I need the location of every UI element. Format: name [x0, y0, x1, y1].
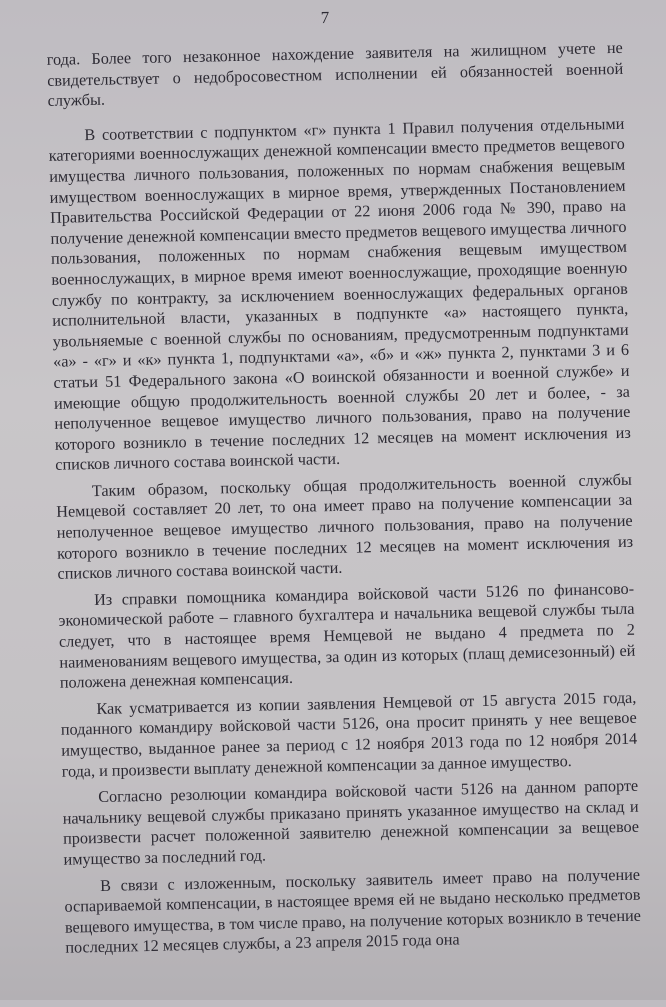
paragraph-6: Согласно резолюции командира войсковой части 5126 на данном рапорте начальнику вещевой службы приказано принять указанное имущество на склад и произвести расчет положенной заявителю денежной компенсации за вещевое имущество за последний год. [62, 776, 640, 869]
paragraph-1: года. Более того незаконное нахождение заявителя на жилищном учете не свидетельствует о недобросовестном исполнении ей обязанностей военной службы. [46, 38, 624, 111]
page-number: 7 [320, 7, 330, 28]
paragraph-5: Как усматривается из копии заявления Немцевой от 15 августа 2015 года, поданного командиру войсковой части 5126, она просит принять у нее вещевое имущество, выданное ранее за период с 12 ноября 2013 года по 12 ноября 2014 года, и произвести выплату денежной компенсации за данное имущество. [60, 688, 638, 781]
paragraph-7: В связи с изложенным, поскольку заявитель имеет право на получение оспариваемой компенсации, в настоящее время ей не выдано несколько предметов вещевого имущества, в том числе право, на получение которых возникло в течение последних 12 месяцев службы, а 23 апреля 2015 года она [64, 865, 642, 958]
paragraph-3: Таким образом, поскольку общая продолжительность военной службы Немцевой составляет 20 лет, то она имеет право на получение компенсации за неполученное вещевое имущество личного пользования, право на получение которого возникло в течение последних 12 месяцев на момент исключения из списков личного состава воинской части. [56, 470, 634, 584]
paragraph-4: Из справки помощника командира войсковой части 5126 по финансово-экономической работе – главного бухгалтера и начальника вещевой службы тыла следует, что в настоящее время Немцевой не выдано 4 предмета по 2 наименованиям вещевого имущества, за один из которых (плащ демисезонный) ей положена денежная компенсация. [58, 579, 636, 692]
document-body [47, 38, 642, 963]
paragraph-2: В соответствии с подпунктом «г» пункта 1 Правил получения отдельными категориями военнослужащих денежной компенсации вместо предметов вещевого имущества личного пользования, положенных по нормам снабжения вещевым имуществом военнослужащих в мирное время, утвержденных Постановлением Правительства Российской Федерации от 22 июня 2006 года № 390, право на получение денежной компенсации вместо предметов вещевого имущества личного пользования, положенных по нормам снабжения вещевым имуществом военнослужащих, в мирное время имеют военнослужащие, проходящие военную службу по контракту, за исключением военнослужащих федеральных органов исполнительной власти, указанных в подпункте «а» настоящего пункта, увольняемые с военной службы по основаниям, предусмотренным подпунктами «а» - «г» и «к» пункта 1, подпунктами «а», «б» и «ж» пункта 2, пунктами 3 и 6 статьи 51 Федерального закона «О воинской обязанности и военной службе» и имеющие общую продолжительность военной службы 20 лет и более, - за неполученное вещевое имущество личного пользования, право на получение которого возникло в течение последних 12 месяцев на момент исключения из списков личного состава воинской части. [48, 114, 631, 475]
